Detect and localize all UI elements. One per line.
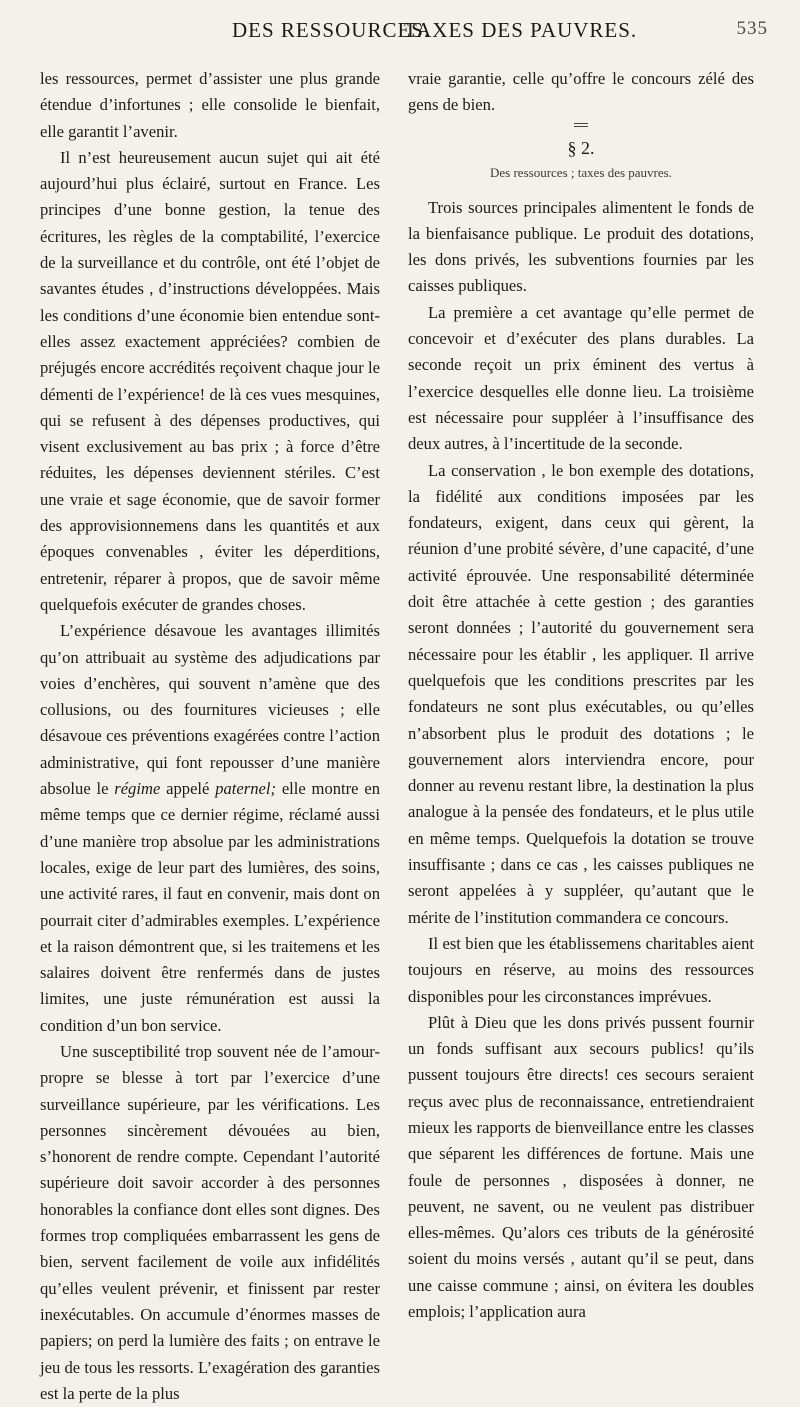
italic-term: régime — [114, 779, 161, 799]
paragraph — [40, 618, 380, 1039]
paragraph: les ressources, permet d’assister une plus grande étendue d’infortunes ; elle consolide le bienfait, elle garantit l’avenir. — [40, 69, 380, 141]
paragraph: La première a cet avantage qu’elle permet de concevoir et d’exécuter des plans durables. La seconde reçoit un prix éminent des vertus à l’exercice desquelles elle donne lieu. La troisième est nécessaire pour suppléer à l’insuffisance des deux autres, à l’incertitude de la seconde. — [408, 302, 754, 454]
section-heading: § 2. — [567, 137, 595, 158]
paragraph: Il n’est heureusement aucun sujet qui ait été aujourd’hui plus éclairé, surtout en France. Les principes d’une bonne gestion, la tenue des écritures, les règles de la comptabilité, l’exercice de la surveillance et du contrôle, ont été l’objet de savantes études , d’instructions développées. Mais les conditions d’une économie bien entendue sont-elles assez exactement appréciées? combien de préjugés encore accrédités reçoivent chaque jour le démenti de l’expérience! de là ces vues mesquines, qui se refusent à des dépenses productives, qui visent exclusivement au bas prix ; à force d’être réduites, les dépenses deviennent stériles. C’est une vraie et sage économie, que de savoir former des approvisionnemens dans les quantités et aux époques convenables , éviter les déperditions, entretenir, réparer à propos, que de savoir même quelquefois exécuter de grandes choses. — [40, 147, 380, 614]
paragraph-text: elle montre en même temps que ce dernier régime, réclamé aussi d’une manière trop absolue par les administrations locales, exige de leur part des lumières, des soins, une activité rares, il faut en convenir, mais dont on pourrait citer d’admirables exemples. L’expérience et la raison démontrent que, si les traitemens et les salaires doivent être renfermés dans de justes limites, une juste rémunération est aussi la condition d’un bon service. — [40, 779, 380, 1035]
page-number: 535 — [736, 18, 768, 39]
running-head-right: TAXES DES PAUVRES. — [404, 18, 638, 42]
paragraph-text: appelé — [160, 779, 216, 799]
paragraph: Trois sources principales alimentent le fonds de la bienfaisance publique. Le produit des dotations, les dons privés, les subventions fournies par les caisses publiques. — [408, 197, 754, 296]
italic-term: paternel; — [215, 779, 277, 799]
right-column — [408, 66, 754, 1325]
paragraph: vraie garantie, celle qu’offre le concours zélé des gens de bien. — [408, 69, 754, 115]
section-divider — [574, 123, 588, 127]
paragraph: La conservation , le bon exemple des dotations, la fidélité aux conditions imposées par les fondateurs, exigent, dans ceux qui gèrent, la réunion d’une probité sévère, d’une capacité, d’une activité éprouvée. Une responsabilité déterminée doit être attachée à cette gestion ; des garanties seront données ; l’autorité du gouvernement sera nécessaire pour les établir , les appliquer. Il arrive quelquefois que les conditions prescrites par les fondateurs ne sont plus exécutables, ou qu’elles n’absorbent plus le produit des dotations ; le gouvernement alors interviendra encore, pour donner au revenu restant libre, la destination la plus analogue à la pensée des fondateurs, et le plus utile en même temps. Quelquefois la dotation se trouve insuffisante ; dans ce cas , les caisses publiques ne seront appelées à y suppléer, qu’autant que le mérite de l’institution commandera ce concours. — [408, 460, 754, 927]
left-column — [40, 66, 380, 1407]
running-head — [0, 18, 800, 48]
paragraph: Plût à Dieu que les dons privés pussent fournir un fonds suffisant aux secours publics! qu’ils pussent toujours être directs! ces secours seraient reçus avec plus de reconnaissance, entretiendraient mieux les rapports de bienveillance entre les classes que séparent les différences de fortune. Mais une foule de personnes , disposées à donner, ne peuvent, ne savent, ou ne veulent pas distribuer elles-mêmes. Qu’alors ces tributs de la générosité soient du moins versés , autant qu’il se peut, dans une caisse commune ; ainsi, on évitera les doubles emplois; l’application aura — [408, 1012, 754, 1322]
paragraph-text: L’expérience désavoue les avantages illimités qu’on attribuait au système des adjudications par voies d’enchères, qui souvent n’amène que des collusions, ou des fournitures vicieuses ; elle désavoue ces préventions exagérées contre l’action administrative, qui font repousser d’une manière absolue le — [40, 621, 380, 799]
paragraph: Une susceptibilité trop souvent née de l’amour-propre se blesse à tort par l’exercice d’une surveillance supérieure, par les vérifications. Les personnes sincèrement dévouées au bien, s’honorent de rendre compte. Cependant l’autorité supérieure doit savoir accorder à des personnes honorables la confiance dont elles sont dignes. Des formes trop compliquées embarrassent les gens de bien, servent facilement de voile aux infidélités qu’elles veulent prévenir, et finissent par rester inexécutables. On accumule d’énormes masses de papiers; on perd la lumière des faits ; on entrave le jeu de tous les ressorts. L’exagération des garanties est la perte de la plus — [40, 1041, 380, 1403]
section-subtitle: Des ressources ; taxes des pauvres. — [490, 164, 672, 180]
running-head-left: DES RESSOURCES. — [232, 18, 431, 42]
paragraph: Il est bien que les établissemens charitables aient toujours en réserve, au moins des ressources disponibles pour les circonstances imprévues. — [408, 933, 754, 1006]
